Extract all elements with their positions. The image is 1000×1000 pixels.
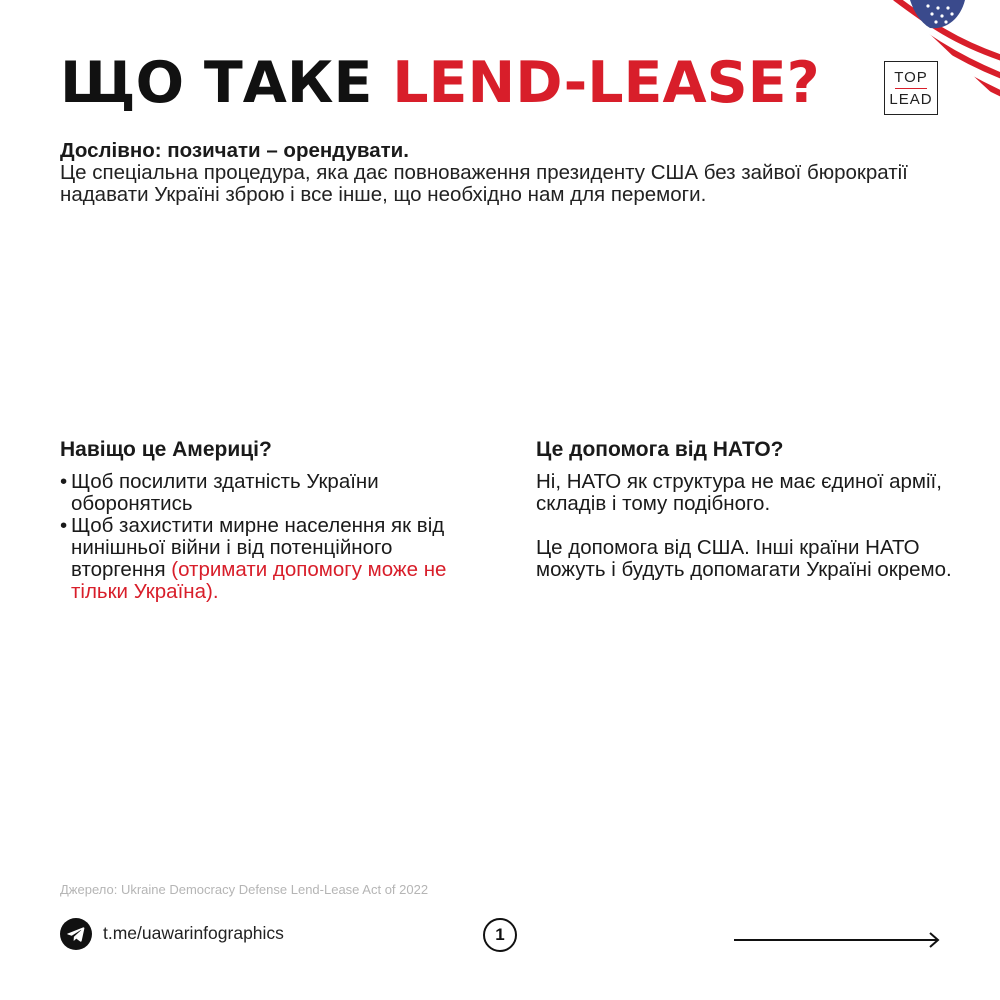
source-note: Джерело: Ukraine Democracy Defense Lend-Lease Act of 2022 xyxy=(60,882,429,897)
intro-lead: Дослівно: позичати – орендувати. xyxy=(60,139,409,162)
nato-paragraph-2: Це допомога від США. Інші країни НАТО можуть і будуть допомагати Україні окремо. xyxy=(536,536,952,581)
nato-paragraph-1: Ні, НАТО як структура не має єдиної армії, складів і тому подібного. xyxy=(536,470,942,515)
why-america-section xyxy=(60,437,490,603)
nato-help-heading: Це допомога від НАТО? xyxy=(536,438,784,461)
telegram-link[interactable]: t.me/uawarinfographics xyxy=(103,923,284,943)
bullet-2-highlight: (отримати допомогу може не тільки Україна). xyxy=(71,558,447,603)
why-america-list xyxy=(60,471,490,603)
arrow-right-icon[interactable] xyxy=(732,930,942,950)
top-lead-logo xyxy=(884,61,938,115)
list-item xyxy=(60,515,490,603)
telegram-icon[interactable] xyxy=(60,918,92,950)
intro-body: Це спеціальна процедура, яка дає повноваження президенту США без зайвої бюрократії надавати Україні зброю і все інше, що необхідно нам для перемоги. xyxy=(60,161,908,206)
title-part-1: ЩО ТАКЕ xyxy=(60,50,393,116)
list-item xyxy=(60,471,490,515)
bullet-2-text: Щоб захистити мирне населення як від нинішньої війни і від потенційного вторгення xyxy=(71,514,445,581)
why-america-heading: Навіщо це Америці? xyxy=(60,438,272,461)
page-title xyxy=(60,50,820,116)
logo-divider xyxy=(895,88,927,89)
title-part-2: LEND-LEASE? xyxy=(392,50,820,116)
nato-help-section xyxy=(536,437,956,603)
logo-line-1: TOP xyxy=(894,68,928,86)
page-number: 1 xyxy=(483,918,517,952)
logo-line-2: LEAD xyxy=(889,90,933,108)
bullet-1-text: Щоб посилити здатність України оборонятись xyxy=(71,470,379,515)
intro-section xyxy=(60,140,960,206)
